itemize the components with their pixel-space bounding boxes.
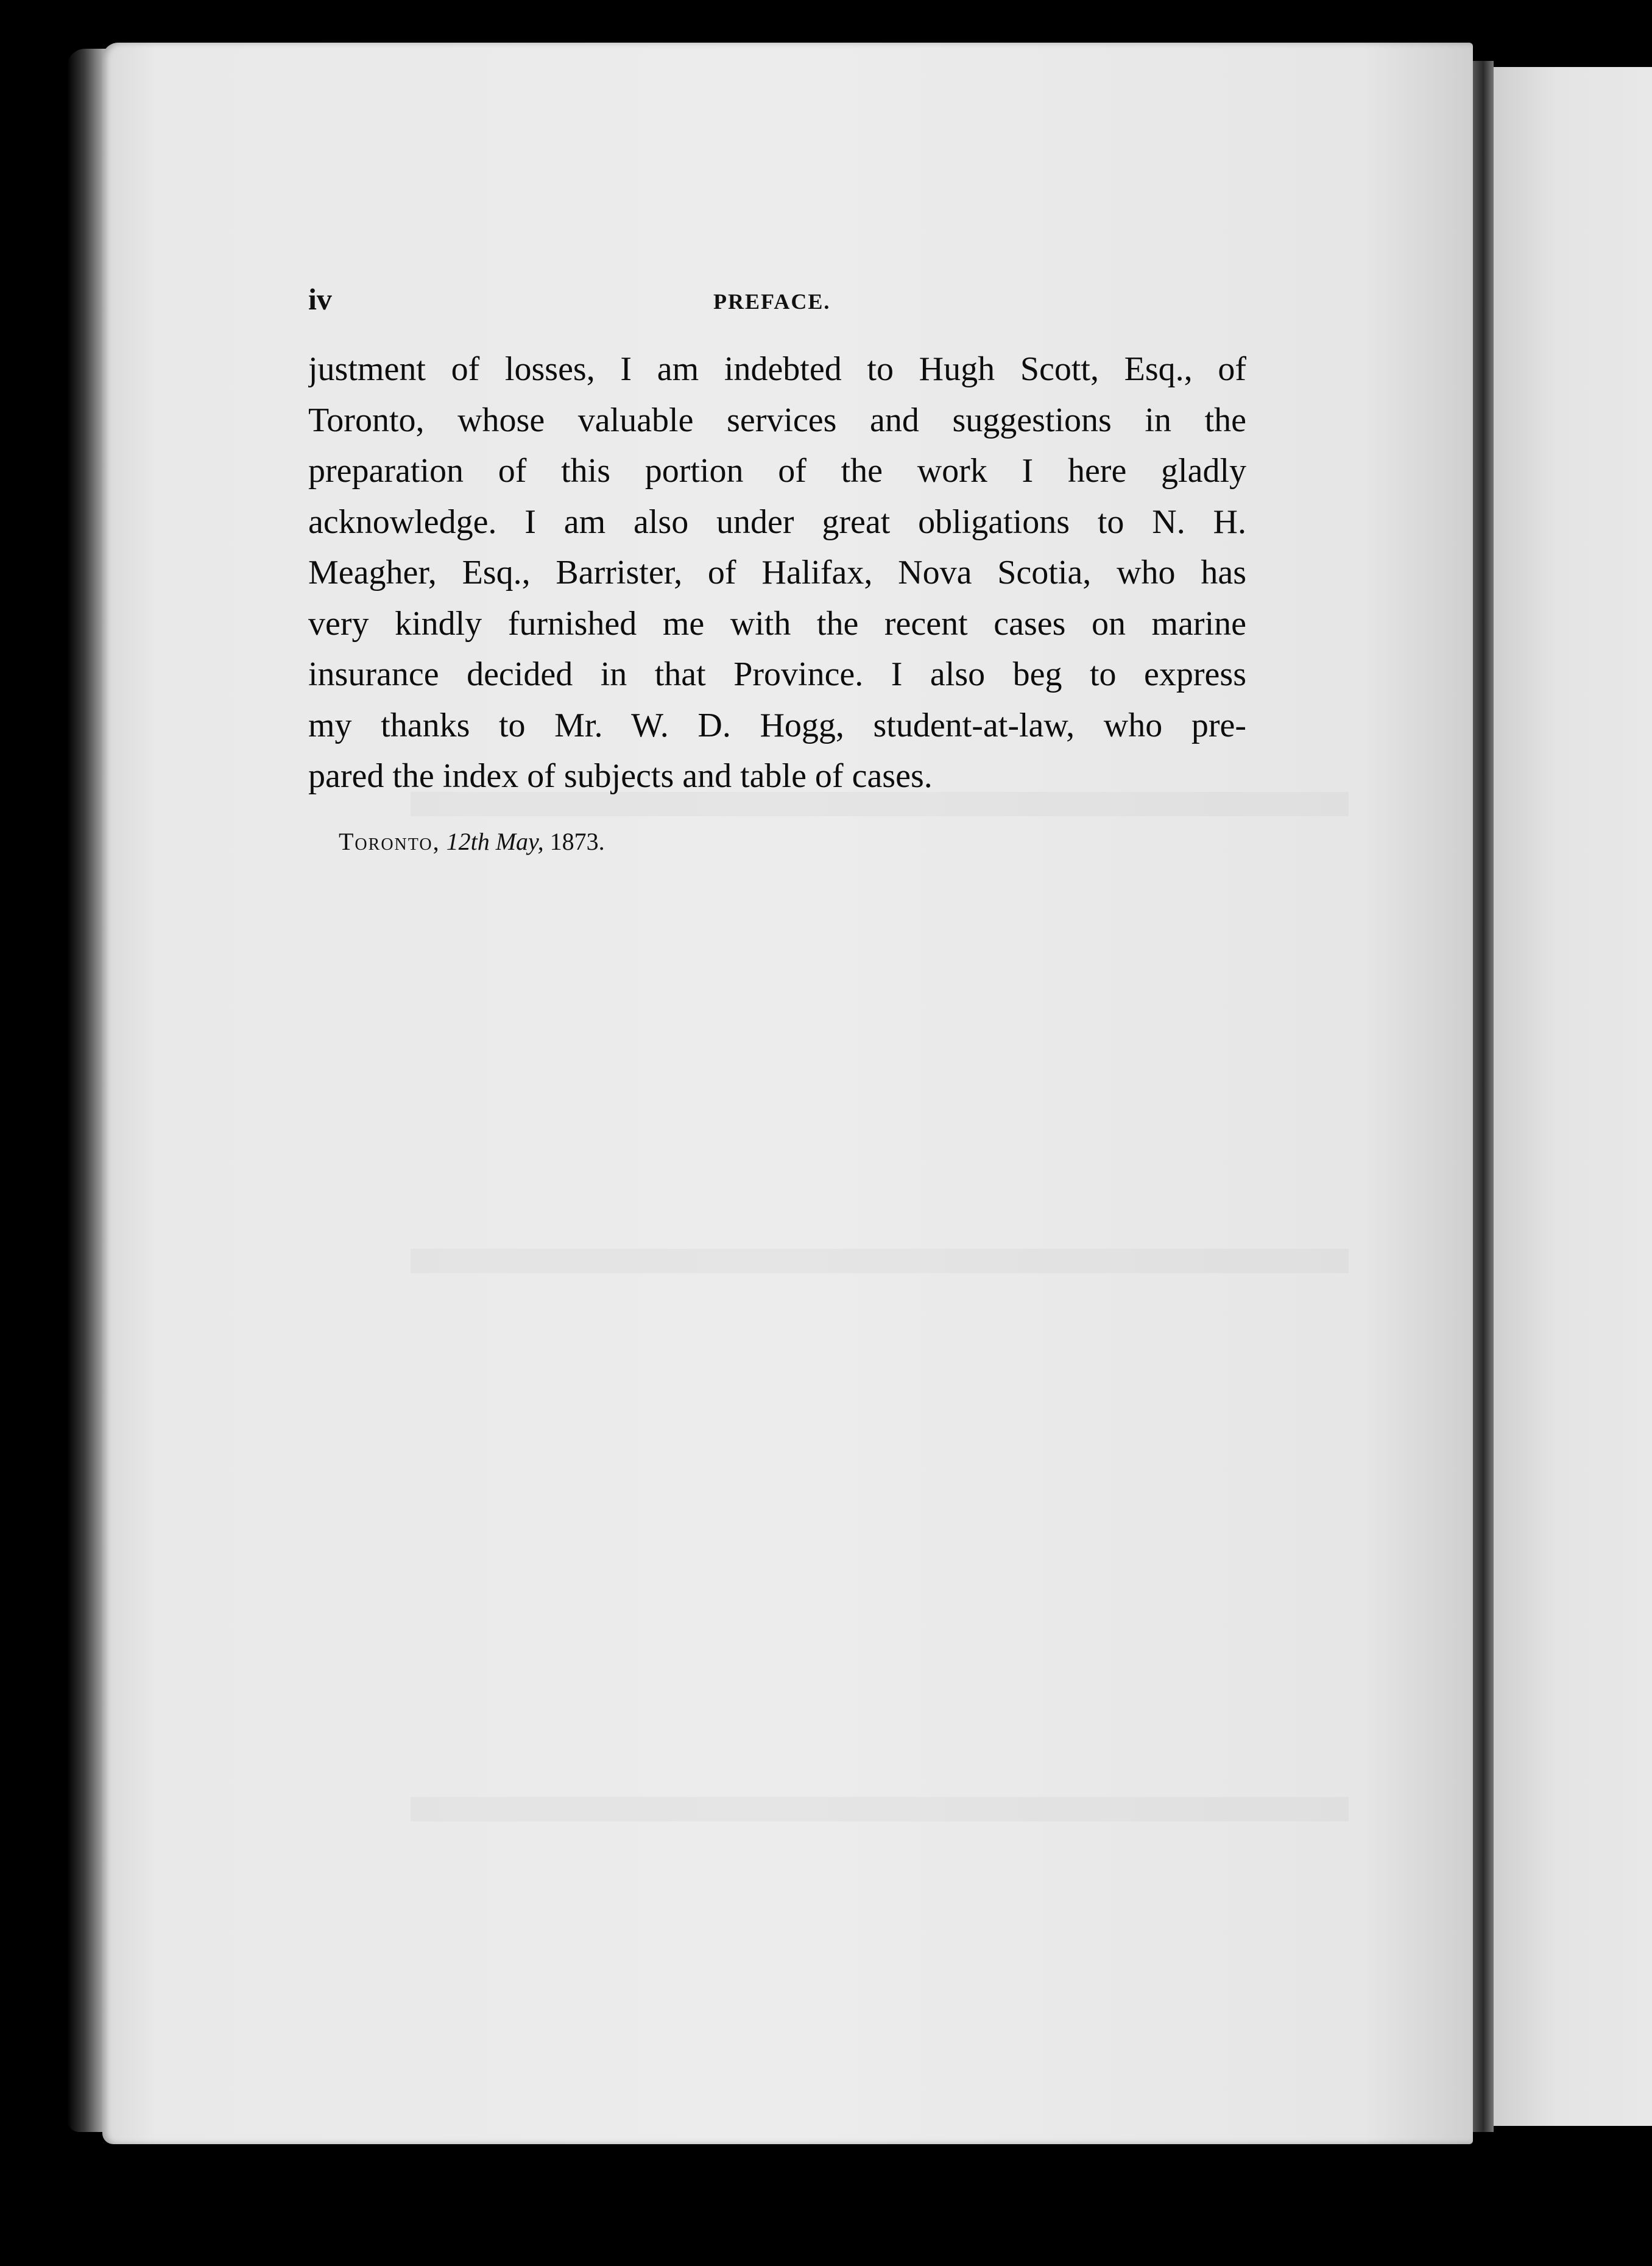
book-gutter — [1473, 61, 1494, 2132]
show-through-band — [411, 1249, 1349, 1273]
running-head-title: PREFACE. — [713, 289, 831, 314]
text-line: very kindly furnished me with the recent cases on marine — [308, 604, 1246, 643]
preface-text — [308, 344, 1246, 802]
running-head — [308, 281, 1258, 318]
text-line: justment of losses, I am indebted to Hugh Scott, Esq., of — [308, 350, 1246, 388]
dateline-place: Toronto, — [339, 828, 440, 855]
dateline — [339, 827, 605, 856]
text-line: pared the index of subjects and table of cases. — [308, 757, 933, 795]
show-through-band — [411, 1797, 1349, 1821]
text-line: Toronto, whose valuable services and suggestions in the — [308, 401, 1246, 439]
dateline-year: 1873. — [549, 828, 605, 855]
facing-page-edge — [1494, 67, 1652, 2126]
text-line: Meagher, Esq., Barrister, of Halifax, Nova Scotia, who has — [308, 554, 1246, 591]
text-line: my thanks to Mr. W. D. Hogg, student-at-law, who pre- — [308, 706, 1246, 744]
page-number: iv — [308, 282, 332, 316]
text-line: preparation of this portion of the work I here gladly — [308, 452, 1246, 490]
text-line: insurance decided in that Province. I also beg to express — [308, 655, 1246, 693]
text-line: acknowledge. I am also under great obligations to N. H. — [308, 503, 1246, 541]
dateline-day: 12th — [446, 828, 490, 855]
dateline-month: May, — [495, 828, 544, 855]
